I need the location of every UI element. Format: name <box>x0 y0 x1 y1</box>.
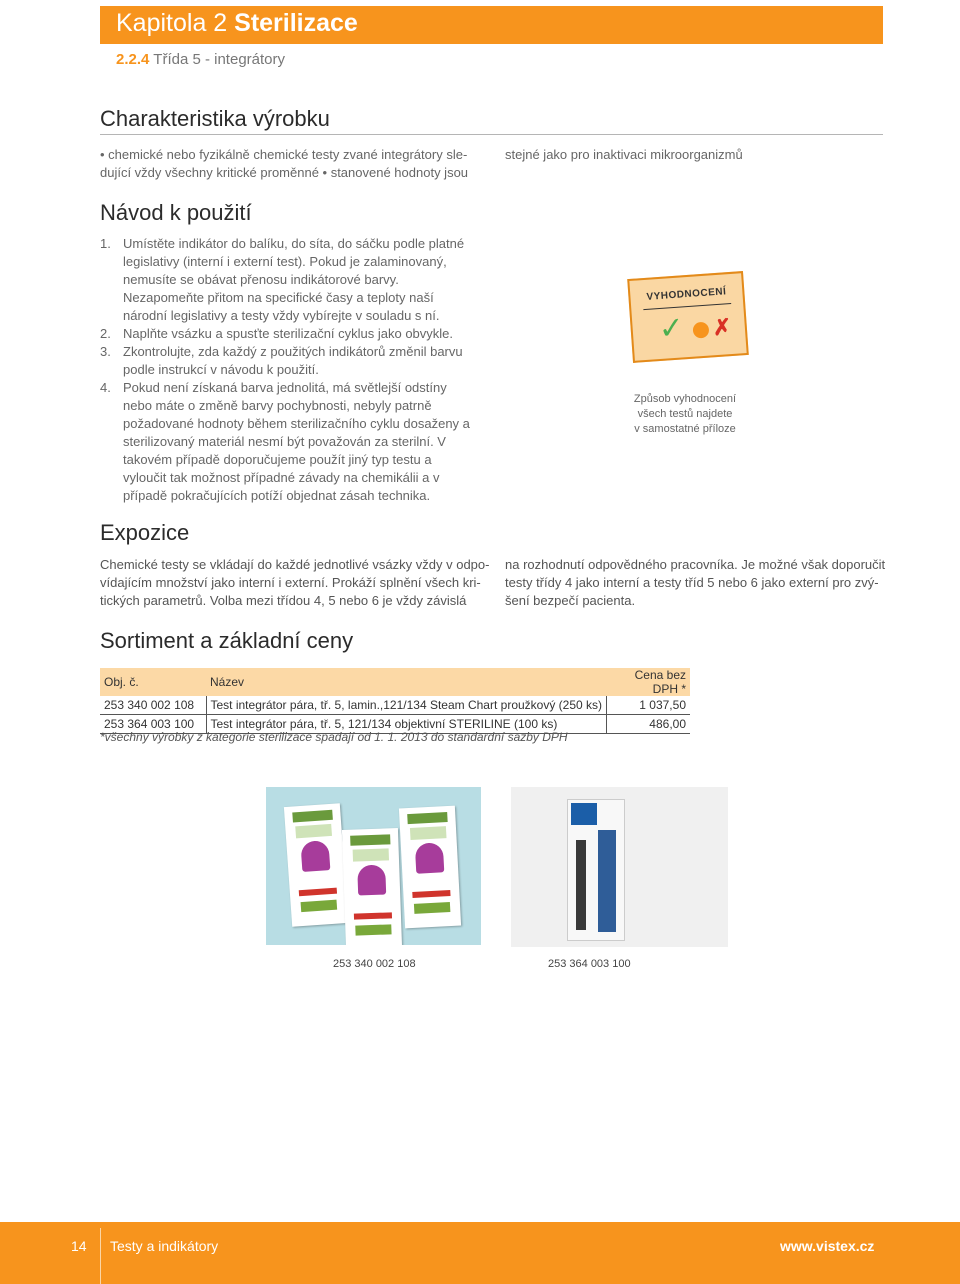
cell-price: 1 037,50 <box>607 696 690 715</box>
cell-name: Test integrátor pára, tř. 5, lamin.,121/134 Steam Chart proužkový (250 ks) <box>206 696 607 715</box>
text-line: testy třídy 4 jako interní a testy tříd 5 nebo 6 jako externí pro zvý- <box>505 575 879 590</box>
pricing-heading: Sortiment a základní ceny <box>100 628 354 653</box>
website-link[interactable]: www.vistex.cz <box>780 1238 875 1254</box>
strip-print <box>576 840 586 930</box>
step-text: Umístěte indikátor do balíku, do síta, do sáčku podle platné legislativy (interní i externí test). Pokud je zalaminovaný, nemusíte se obávat přenosu indikátorové barvy. Nezapomeňte přitom na specifické časy a teploty naší národní legislativy a testy vždy vybírejte v souladu s ní. <box>123 236 465 323</box>
dot-icon <box>692 322 709 339</box>
exposure-right-text <box>505 556 885 610</box>
step-number: 4. <box>100 380 111 395</box>
checkmark-icon: ✓ <box>657 311 686 347</box>
instructions-heading: Návod k použití <box>100 200 252 225</box>
characteristics-line-1: • chemické nebo fyzikálně chemické testy zvané integrátory sle- <box>100 147 468 162</box>
step-number: 2. <box>100 326 111 341</box>
indicator-strip-image <box>567 799 625 941</box>
footer-divider <box>100 1228 101 1284</box>
caption-line: všech testů najdete <box>637 408 733 420</box>
characteristics-line-2: dující vždy všechny kritické proměnné • stanovené hodnoty jsou <box>100 165 469 180</box>
step-number: 3. <box>100 344 111 359</box>
chapter-prefix: Kapitola 2 <box>116 9 228 37</box>
characteristics-text <box>100 146 480 182</box>
chapter-name: Sterilizace <box>234 9 358 37</box>
section-number: 2.2.4 <box>116 51 150 68</box>
footer-title: Testy a indikátory <box>110 1238 219 1254</box>
strip-label <box>598 830 616 932</box>
section-title: Třída 5 - integrátory <box>153 51 285 68</box>
text-line: na rozhodnutí odpovědného pracovníka. Je možné však doporučit <box>505 557 886 572</box>
evaluation-caption <box>610 392 760 437</box>
exposure-left-text <box>100 556 489 610</box>
cross-icon: ✗ <box>711 314 733 341</box>
cell-code: 253 364 003 100 <box>100 715 206 734</box>
cell-name: Test integrátor pára, tř. 5, 121/134 objektivní STERILINE (100 ks) <box>206 715 607 734</box>
product-photo-steriline <box>511 787 728 947</box>
evaluation-underline <box>643 303 731 310</box>
step-text: Pokud není získaná barva jednolitá, má světlejší odstíny nebo máte o změně barvy pochybnosti, nebyly patrně požadované hodnoty během sterilizačního cyklu dosaženy a sterilizovaný materiál nesmí být považován za sterilní. V takovém případě doporučujeme použít jiný typ testu a vyloučit tak možnost případné závady na chemikálii a v případě pokračujících potíží objednat zásah technika. <box>123 380 470 503</box>
caption-line: v samostatné příloze <box>634 423 736 435</box>
step-item <box>100 343 478 379</box>
step-item <box>100 235 478 325</box>
cell-code: 253 340 002 108 <box>100 696 206 715</box>
step-item <box>100 379 478 505</box>
step-text: Naplňte vsázku a spusťte sterilizační cyklus jako obvykle. <box>123 326 454 341</box>
step-text: Zkontrolujte, zda každý z použitých indikátorů změnil barvu podle instrukcí v návodu k použití. <box>123 344 463 377</box>
evaluation-card <box>627 271 749 363</box>
price-table <box>100 668 690 734</box>
table-header-row <box>100 668 690 696</box>
text-line: Chemické testy se vkládají do každé jednotlivé vsázky vždy v odpo- <box>100 557 490 572</box>
photo-caption-1: 253 340 002 108 <box>333 958 416 970</box>
chapter-title <box>116 9 358 38</box>
text-line: tických parametrů. Volba mezi třídou 4, 5 nebo 6 je vždy závislá <box>100 593 467 608</box>
cell-price: 486,00 <box>607 715 690 734</box>
step-item <box>100 325 478 343</box>
column-header-price: Cena bez DPH * <box>607 668 690 696</box>
vat-footnote: *všechny výrobky z kategorie sterilizace spadají od 1. 1. 2013 do standardní sazby DPH <box>100 730 568 744</box>
product-photo-steam-chart <box>266 787 481 945</box>
caption-line: Způsob vyhodnocení <box>633 393 737 405</box>
section-heading <box>116 51 285 68</box>
indicator-card-image <box>284 803 348 927</box>
text-line: vídajícím množství jako interní i externí. Prokáží splnění všech kri- <box>100 575 481 590</box>
column-header-code: Obj. č. <box>100 668 206 696</box>
evaluation-title: VYHODNOCENÍ <box>646 286 727 303</box>
characteristics-heading: Charakteristika výrobku <box>100 106 330 131</box>
indicator-card-image <box>399 806 461 929</box>
characteristics-right-text: stejné jako pro inaktivaci mikroorganizmů <box>505 147 743 162</box>
column-header-name: Název <box>206 668 607 696</box>
indicator-card-image <box>342 828 402 945</box>
table-row <box>100 696 690 715</box>
step-number: 1. <box>100 236 111 251</box>
photo-caption-2: 253 364 003 100 <box>548 958 631 970</box>
exposure-heading: Expozice <box>100 520 190 545</box>
divider <box>100 134 883 135</box>
instructions-list <box>100 235 478 505</box>
sps-logo <box>571 803 597 825</box>
text-line: šení bezpečí pacienta. <box>505 593 636 608</box>
page-number: 14 <box>71 1238 87 1254</box>
